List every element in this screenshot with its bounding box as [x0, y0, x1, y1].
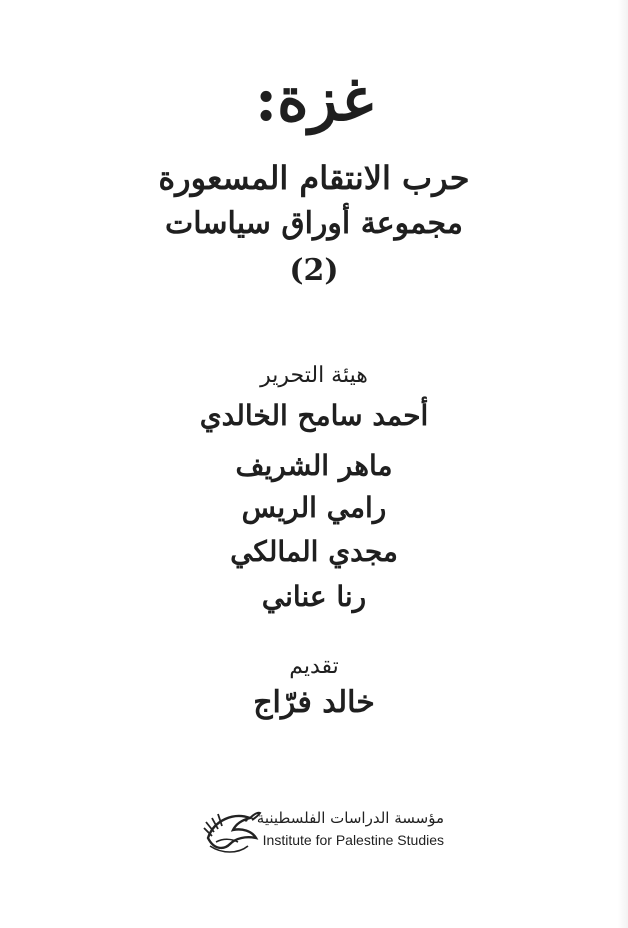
introduction-author: خالد فرّاج — [253, 685, 375, 720]
publisher-name-english: Institute for Palestine Studies — [262, 832, 444, 848]
publisher-name-arabic: مؤسسة الدراسات الفلسطينية — [256, 809, 444, 827]
editor-name: مجدي المالكي — [230, 535, 398, 568]
publisher-block — [200, 790, 450, 860]
introduction-label: تقديم — [289, 654, 339, 679]
book-series-title: مجموعة أوراق سياسات — [165, 206, 463, 241]
editor-name: رامي الريس — [241, 491, 387, 524]
book-title-main: غزة: — [254, 65, 374, 135]
editorial-board-label: هيئة التحرير — [260, 363, 368, 388]
volume-number: (2) — [289, 253, 339, 288]
editor-name: ماهر الشريف — [235, 449, 393, 482]
editor-name: أحمد سامح الخالدي — [199, 399, 429, 432]
ips-bird-logo-icon — [200, 798, 262, 856]
editor-name: رنا عناني — [261, 580, 367, 613]
book-subtitle: حرب الانتقام المسعورة — [158, 159, 470, 197]
